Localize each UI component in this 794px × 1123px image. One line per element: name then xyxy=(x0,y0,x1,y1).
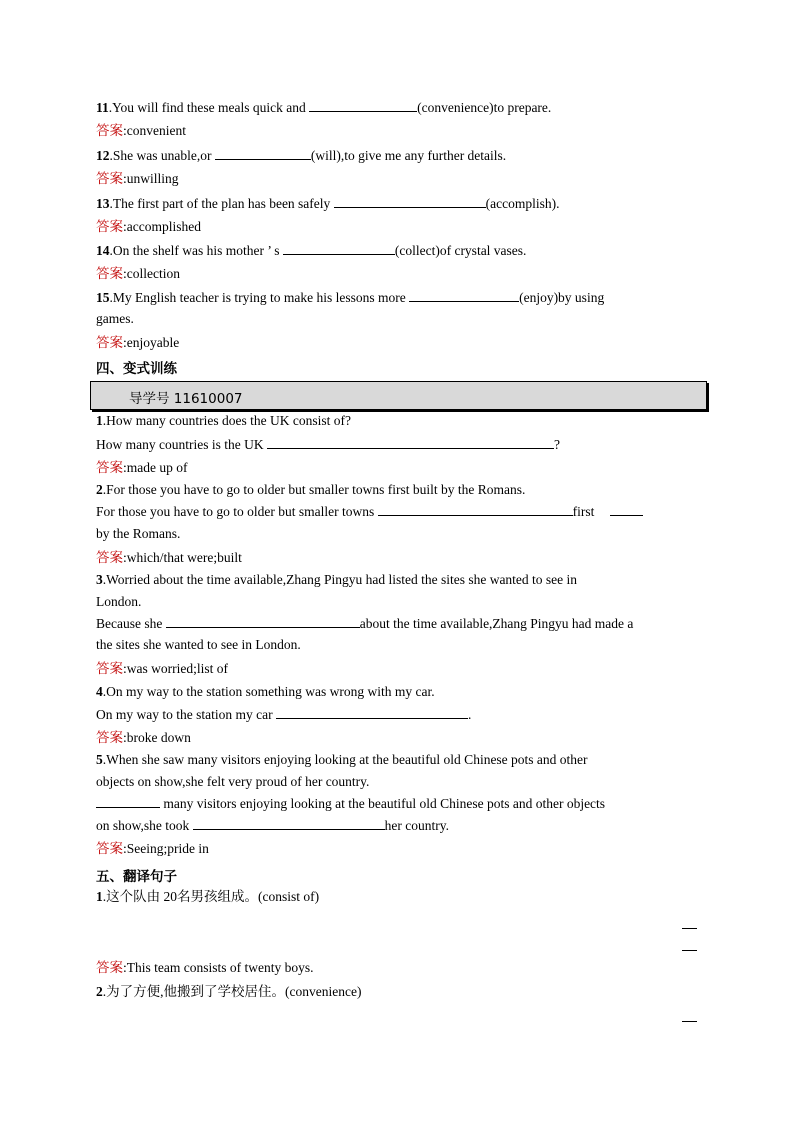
answer-4-1: 答案:made up of xyxy=(96,460,188,475)
answer-blank[interactable] xyxy=(193,817,385,830)
question-4-5: 5.When she saw many visitors enjoying looking at the beautiful old Chinese pots and other xyxy=(96,752,588,767)
answer-line[interactable] xyxy=(682,928,697,929)
question-4-3-cont: London. xyxy=(96,594,142,609)
question-15: 15.My English teacher is trying to make his lessons more (enjoy)by using xyxy=(96,290,605,305)
answer-blank[interactable] xyxy=(378,503,573,516)
question-4-3: 3.Worried about the time available,Zhang Pingyu had listed the sites she wanted to see in xyxy=(96,572,578,587)
question-13: 13.The first part of the plan has been safely (accomplish). xyxy=(96,196,560,211)
answer-13: 答案:accomplished xyxy=(96,219,201,234)
question-4-2: 2.For those you have to go to older but smaller towns first built by the Romans. xyxy=(96,482,526,497)
question-4-3-rewrite-cont: the sites she wanted to see in London. xyxy=(96,637,301,652)
answer-blank[interactable] xyxy=(409,289,519,302)
answer-blank[interactable] xyxy=(215,147,311,160)
answer-4-3: 答案:was worried;list of xyxy=(96,661,228,676)
answer-line[interactable] xyxy=(682,1021,697,1022)
question-4-5-rewrite-cont: on show,she took her country. xyxy=(96,818,449,833)
answer-blank[interactable] xyxy=(283,242,395,255)
question-15-cont: games. xyxy=(96,311,134,326)
answer-4-5: 答案:Seeing;pride in xyxy=(96,841,209,856)
guide-number-box xyxy=(90,381,707,410)
answer-blank[interactable] xyxy=(96,795,160,808)
question-12: 12.She was unable,or (will),to give me any further details. xyxy=(96,148,507,163)
question-4-1-rewrite: How many countries is the UK ? xyxy=(96,437,560,452)
section-title: 五、翻译句子 xyxy=(96,869,177,885)
answer-14: 答案:collection xyxy=(96,266,180,281)
answer-15: 答案:enjoyable xyxy=(96,335,180,350)
question-4-4-rewrite: On my way to the station my car . xyxy=(96,707,472,722)
question-11: 11.You will find these meals quick and (convenience)to prepare. xyxy=(96,100,552,115)
question-4-3-rewrite: Because she about the time available,Zhang Pingyu had made a xyxy=(96,616,634,631)
translate-question-1: 1.这个队由 20名男孩组成。(consist of) xyxy=(96,889,320,904)
section-title: 四、变式训练 xyxy=(96,361,177,377)
answer-blank[interactable] xyxy=(334,195,486,208)
answer-12: 答案:unwilling xyxy=(96,171,179,186)
question-4-2-cont: by the Romans. xyxy=(96,526,181,541)
answer-blank[interactable] xyxy=(276,706,468,719)
answer-blank[interactable] xyxy=(166,615,360,628)
answer-blank[interactable] xyxy=(267,436,554,449)
answer-line[interactable] xyxy=(682,950,697,951)
question-4-5-cont: objects on show,she felt very proud of her country. xyxy=(96,774,370,789)
question-4-2-rewrite: For those you have to go to older but smaller towns first xyxy=(96,503,643,520)
answer-11: 答案:convenient xyxy=(96,123,186,138)
question-4-5-rewrite: many visitors enjoying looking at the beautiful old Chinese pots and other objects xyxy=(96,795,605,812)
translate-question-2: 2.为了方便,他搬到了学校居住。(convenience) xyxy=(96,984,362,999)
question-4-4: 4.On my way to the station something was wrong with my car. xyxy=(96,684,435,699)
translate-answer-1: 答案:This team consists of twenty boys. xyxy=(96,960,314,975)
answer-4-4: 答案:broke down xyxy=(96,730,191,745)
guide-number: 导学号 11610007 xyxy=(129,391,243,407)
question-14: 14.On the shelf was his mother ’ s (collect)of crystal vases. xyxy=(96,243,527,258)
question-4-1: 1.How many countries does the UK consist of? xyxy=(96,413,351,428)
answer-blank[interactable] xyxy=(610,503,643,516)
answer-4-2: 答案:which/that were;built xyxy=(96,550,242,565)
answer-blank[interactable] xyxy=(309,99,417,112)
